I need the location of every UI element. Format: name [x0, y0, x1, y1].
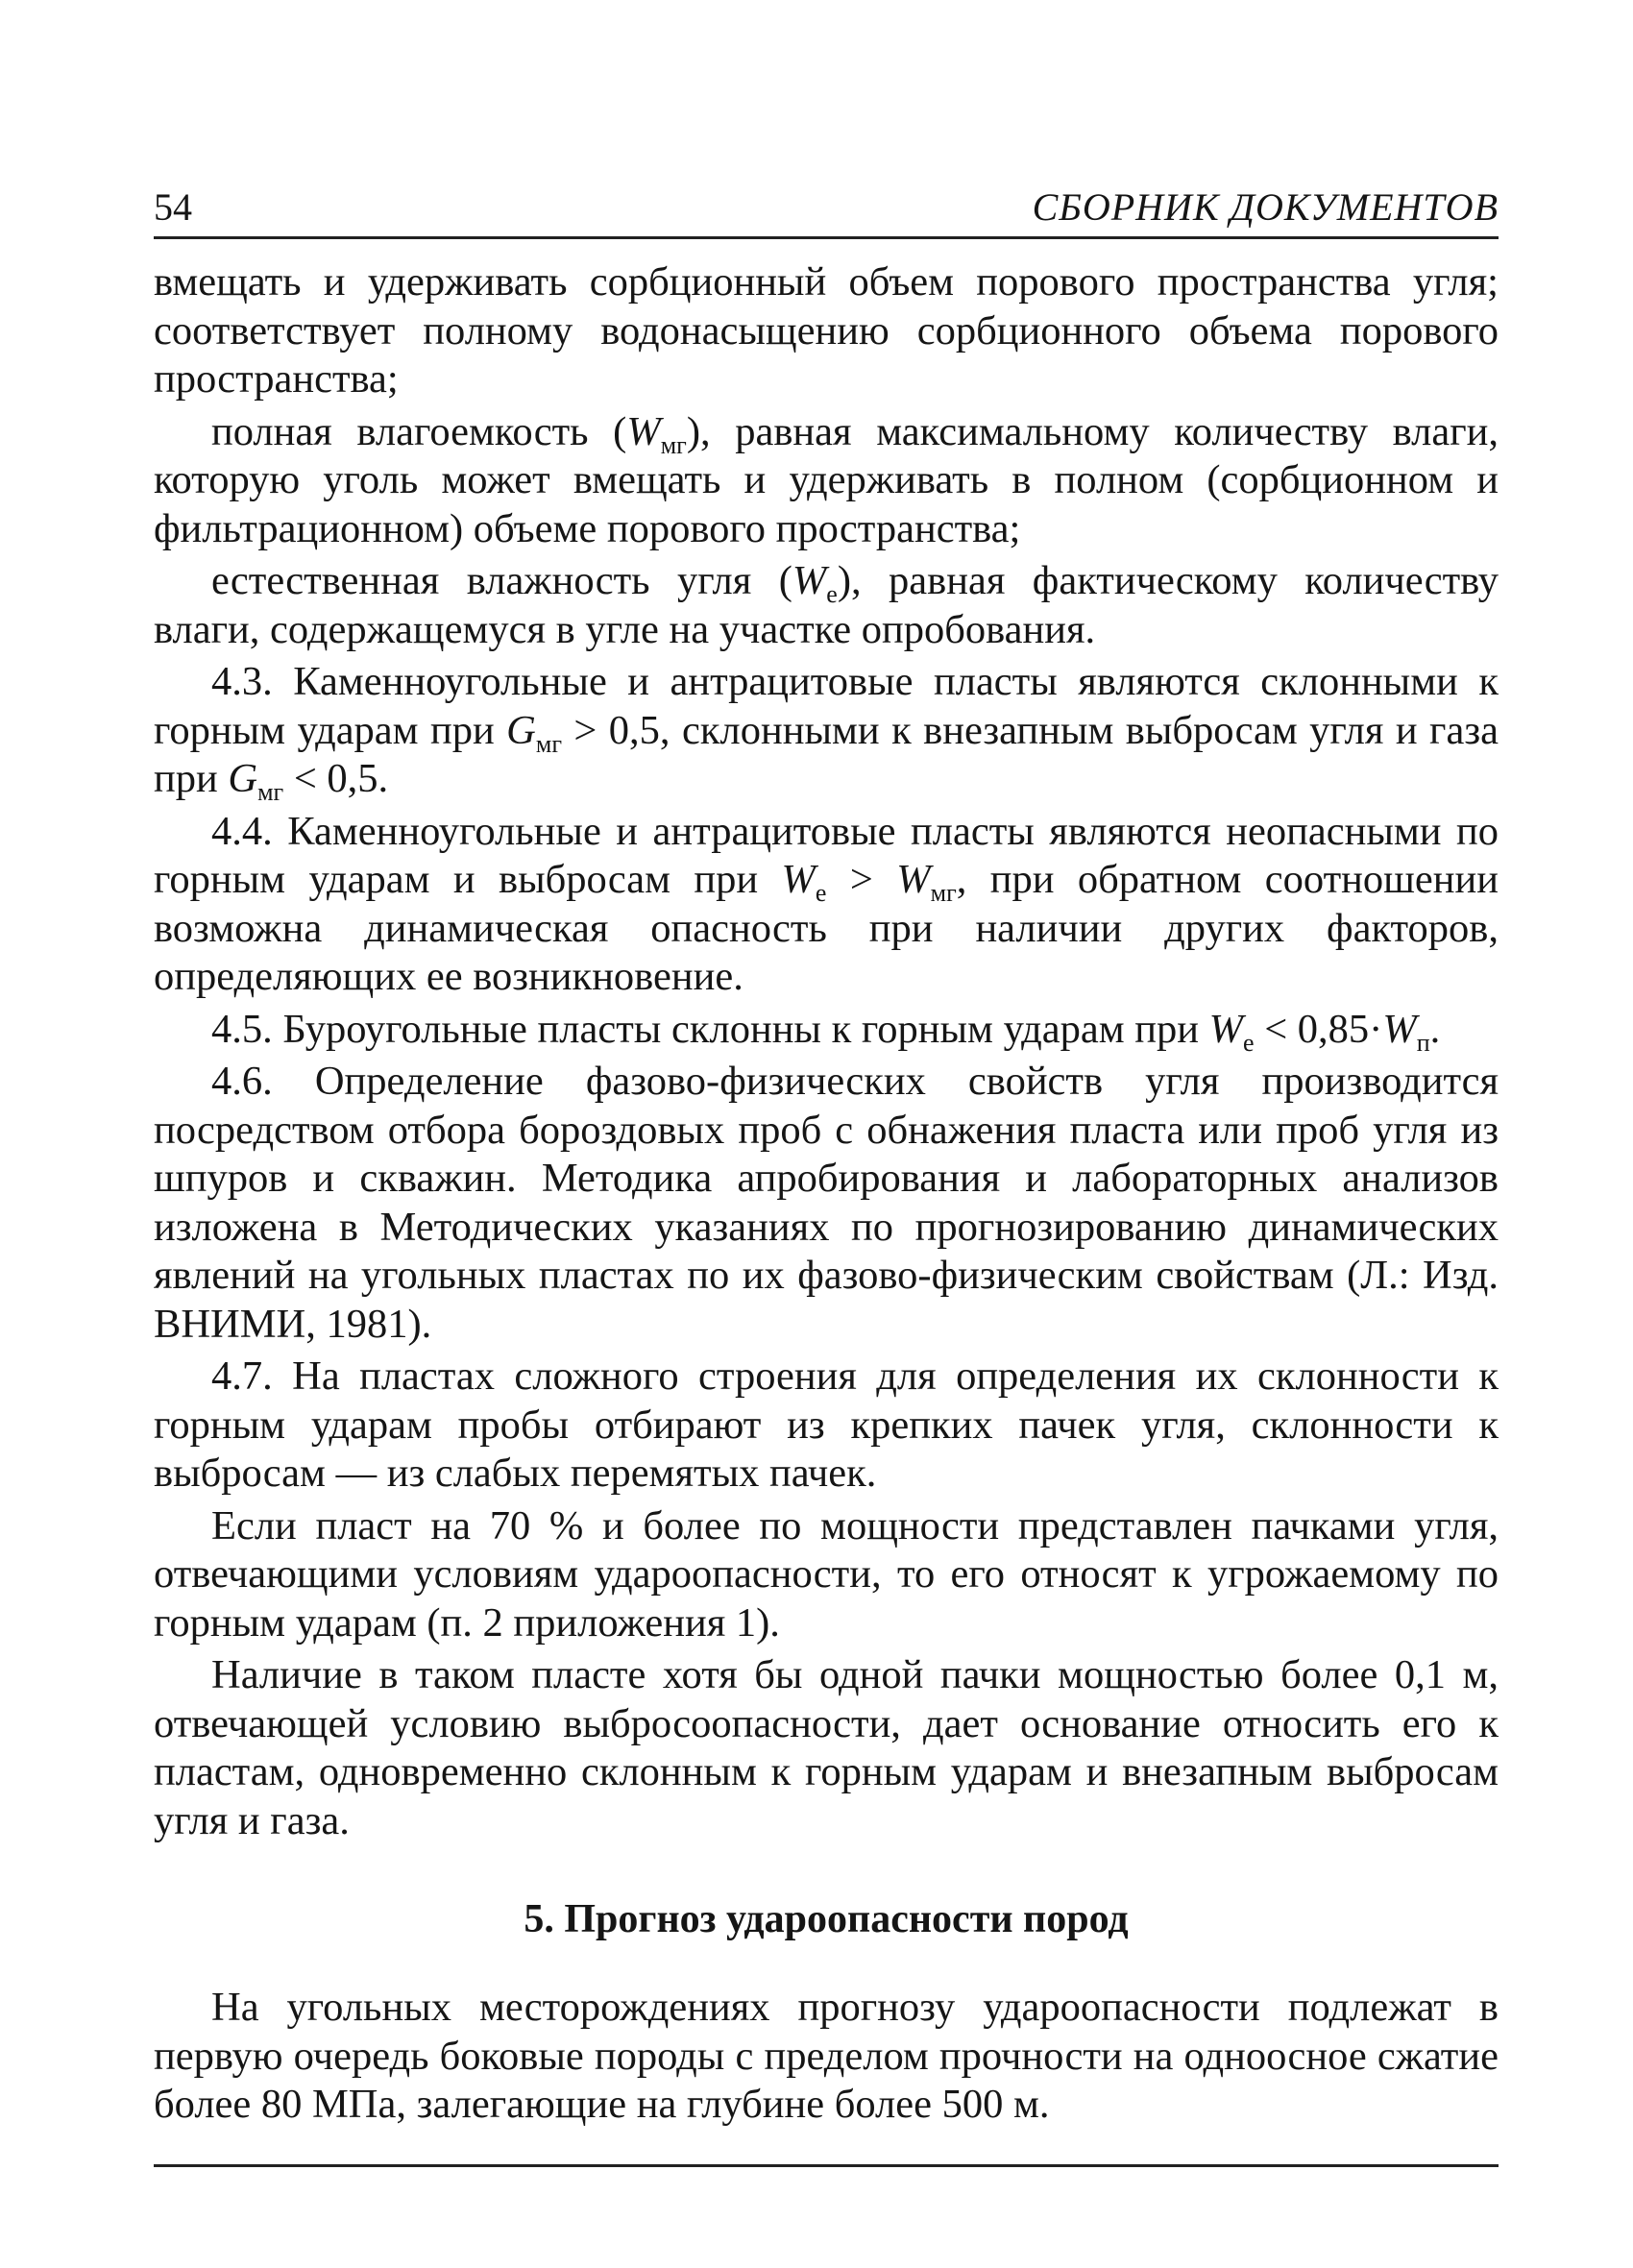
formula-variable: G — [506, 707, 536, 753]
formula-variable: W — [792, 558, 827, 603]
formula-variable: W — [1382, 1006, 1417, 1052]
formula-variable: W — [781, 857, 816, 902]
formula-variable: W — [626, 408, 661, 454]
paragraph-4-4 — [154, 808, 1499, 1002]
text-run: 4.3. Каменноугольные и антрацитовые пласты являются склонными к горным ударам при — [154, 659, 1499, 753]
text-run: > 0,5, склонными к внезапным выбросам угля и газа при — [154, 707, 1499, 801]
paragraph-section-5: На угольных месторождениях прогнозу удароопасности подлежат в первую очередь боковые породы с пределом прочности на одноосное сжатие более 80 МПа, залегающие на глубине более 500 м. — [154, 1985, 1499, 2127]
page-number: 54 — [154, 185, 192, 229]
formula-subscript: е — [1243, 1028, 1255, 1057]
text-run: 4.4. Каменноугольные и антрацитовые пласты являются неопасными по горным ударам и выбросам при — [154, 808, 1499, 902]
text-run: , при обратном соотношении возможна динамическая опасность при наличии других факторов, определяющих ее возникновение. — [154, 857, 1499, 999]
text-run: < 0,5. — [283, 756, 389, 801]
paragraph-4-5 — [154, 1006, 1499, 1055]
paragraph-4-6: 4.6. Определение фазово-физических свойств угля производится посредством отбора бороздовых проб с обнажения пласта или проб угля из шпуров и скважин. Методика апробирования и лабораторных анализов изложена в Методических указаниях по прогнозированию динамических явлений на угольных пластах по их фазово-физическим свойствам (Л.: Изд. ВНИМИ, 1981). — [154, 1059, 1499, 1347]
formula-subscript: мг — [660, 430, 687, 459]
section-heading: 5. Прогноз удароопасности пород — [524, 1897, 1129, 1941]
paragraph-full-moisture-capacity — [154, 408, 1499, 554]
document-page — [154, 173, 1499, 2167]
formula-variable: W — [896, 857, 931, 902]
text-run: полная влагоемкость ( — [211, 408, 627, 454]
formula-subscript: мг — [930, 879, 957, 907]
text-run: 4.5. Буроугольные пласты склонны к горным ударам при — [211, 1006, 1209, 1052]
formula-variable: G — [228, 756, 258, 801]
text-run: ), равная максимальному количеству влаги, которую уголь может вмещать и удерживать в полном (сорбционном и фильтрационном) объеме порового пространства; — [154, 408, 1499, 551]
page-body — [154, 258, 1499, 2130]
bottom-divider — [154, 2164, 1499, 2167]
formula-subscript: мг — [535, 729, 562, 758]
text-run: естественная влажность угля ( — [211, 558, 792, 603]
formula-subscript: мг — [257, 778, 284, 806]
text-run: . — [1429, 1006, 1441, 1052]
paragraph-seam-70-percent: Если пласт на 70 % и более по мощности представлен пачками угля, отвечающими условиям удароопасности, то его относят к угрожаемому по горным ударам (п. 2 приложения 1). — [154, 1502, 1499, 1646]
paragraph-4-7: 4.7. На пластах сложного строения для определения их склонности к горным ударам пробы отбирают из крепких пачек угля, склонности к выбросам — из слабых перемятых пачек. — [154, 1353, 1499, 1496]
page-header — [154, 173, 1499, 239]
text-run: > — [826, 857, 897, 902]
text-run: < 0,85· — [1254, 1006, 1383, 1052]
formula-variable: W — [1208, 1006, 1244, 1052]
formula-subscript: п — [1416, 1028, 1430, 1057]
paragraph-outburst-layer: Наличие в таком пласте хотя бы одной пачки мощностью более 0,1 м, отвечающей условию выбросоопасности, дает основание относить его к пластам, одновременно склонным к горным ударам и внезапным выбросам угля и газа. — [154, 1652, 1499, 1843]
formula-subscript: е — [815, 879, 827, 907]
running-title: СБОРНИК ДОКУМЕНТОВ — [1032, 185, 1499, 229]
paragraph-continuation: вмещать и удерживать сорбционный объем порового пространства угля; соответствует полному водонасыщению сорбционного объема порового пространства; — [154, 259, 1499, 402]
formula-subscript: е — [826, 580, 838, 608]
paragraph-4-3 — [154, 658, 1499, 804]
paragraph-natural-moisture — [154, 557, 1499, 654]
text-run: ), равная фактическому количеству влаги, содержащемуся в угле на участке опробования. — [154, 558, 1499, 652]
